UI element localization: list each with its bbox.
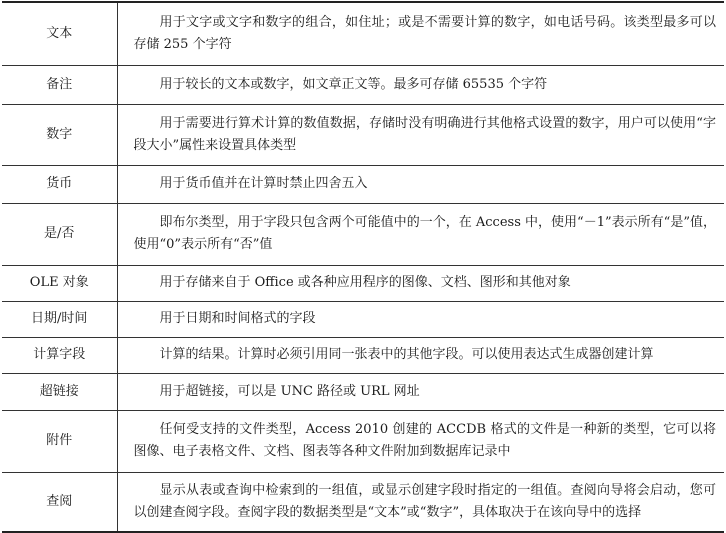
table-row [2,203,724,265]
type-cell: 数字 [2,104,117,165]
table-row [2,301,724,337]
type-cell: 备注 [2,65,117,104]
type-cell: 文本 [2,2,117,65]
table-row [2,104,724,165]
description-cell: 用于货币值并在计算时禁止四舍五入 [117,165,724,203]
table-row [2,2,724,65]
description-cell: 即布尔类型，用于字段只包含两个可能值中的一个，在 Access 中，使用“－1”表示所有“是”值，使用“0”表示所有“否”值 [117,203,724,265]
description-cell: 用于文字或文字和数字的组合，如住址；或是不需要计算的数字，如电话号码。该类型最多可以存储 255 个字符 [117,2,724,65]
type-cell: 货币 [2,165,117,203]
type-cell: 超链接 [2,373,117,410]
description-cell: 计算的结果。计算时必须引用同一张表中的其他字段。可以使用表达式生成器创建计算 [117,337,724,373]
data-type-table-container [2,1,724,533]
data-type-table [2,1,724,533]
table-row [2,337,724,373]
description-cell: 用于日期和时间格式的字段 [117,301,724,337]
table-row [2,265,724,301]
type-cell: 是/否 [2,203,117,265]
table-row [2,410,724,472]
type-cell: OLE 对象 [2,265,117,301]
description-cell: 用于较长的文本或数字，如文章正文等。最多可存储 65535 个字符 [117,65,724,104]
type-cell: 查阅 [2,472,117,532]
table-row [2,472,724,532]
description-cell: 任何受支持的文件类型，Access 2010 创建的 ACCDB 格式的文件是一种新的类型，它可以将图像、电子表格文件、文档、图表等各种文件附加到数据库记录中 [117,410,724,472]
description-cell: 用于需要进行算术计算的数值数据，存储时没有明确进行其他格式设置的数字，用户可以使用“字段大小”属性来设置具体类型 [117,104,724,165]
type-cell: 计算字段 [2,337,117,373]
type-cell: 日期/时间 [2,301,117,337]
table-row [2,373,724,410]
table-row [2,165,724,203]
description-cell: 用于存储来自于 Office 或各种应用程序的图像、文档、图形和其他对象 [117,265,724,301]
type-cell: 附件 [2,410,117,472]
table-row [2,65,724,104]
description-cell: 用于超链接，可以是 UNC 路径或 URL 网址 [117,373,724,410]
description-cell: 显示从表或查询中检索到的一组值，或显示创建字段时指定的一组值。查阅向导将会启动，您可以创建查阅字段。查阅字段的数据类型是“文本”或“数字”，具体取决于在该向导中的选择 [117,472,724,532]
